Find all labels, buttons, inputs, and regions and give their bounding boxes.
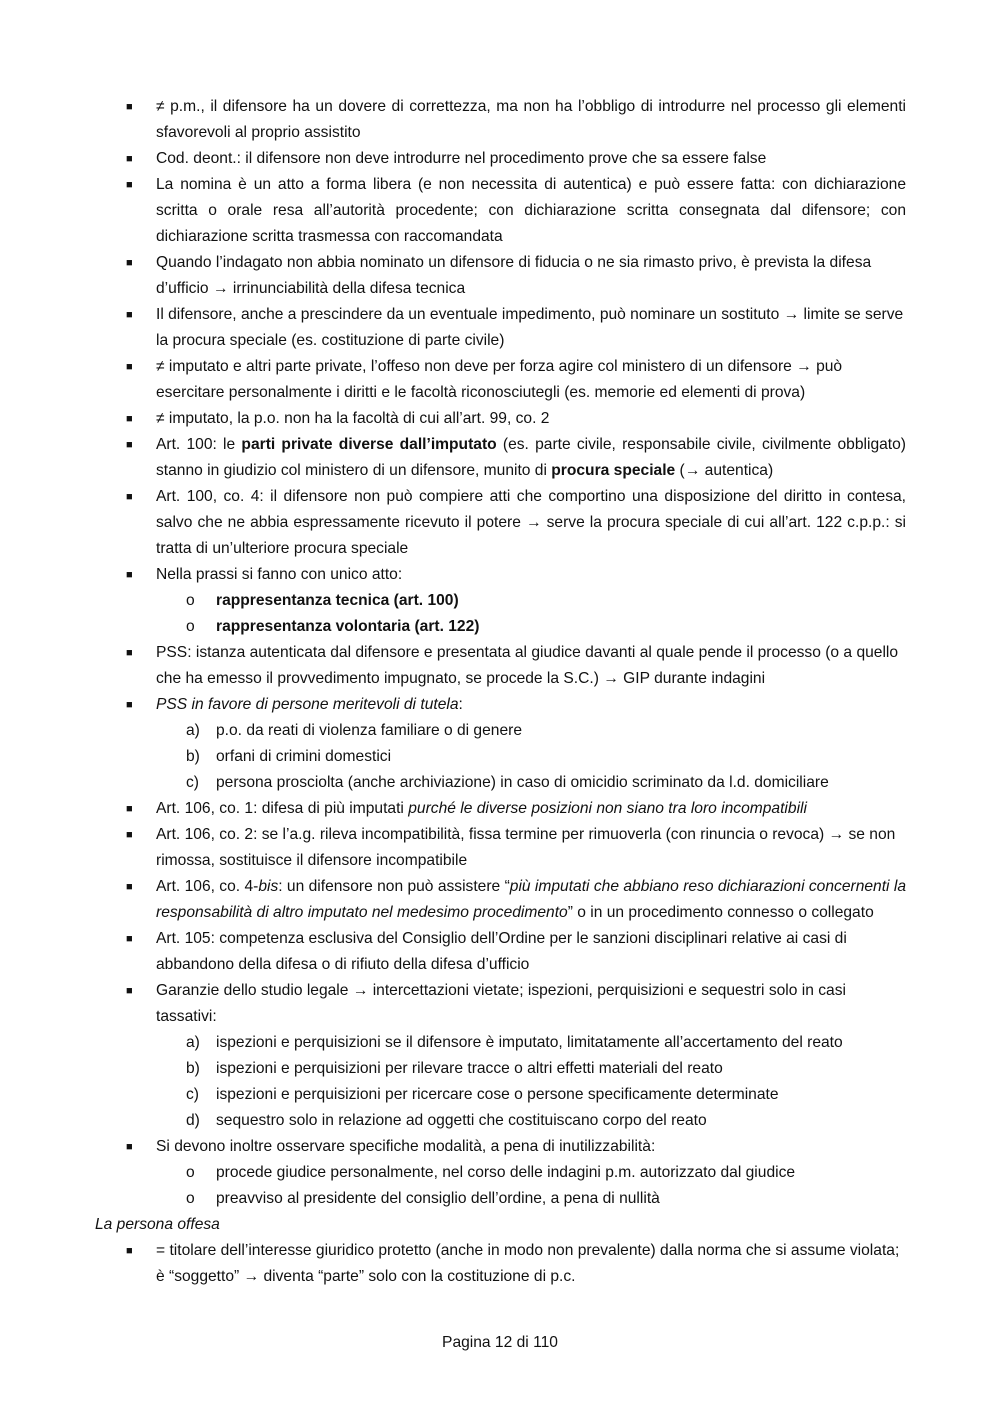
bullet-icon: ■ <box>126 1141 133 1153</box>
bullet-list <box>95 94 906 1212</box>
circle-bullet-icon: o <box>186 592 195 609</box>
list-item: ■ Art. 106, co. 2: se l’a.g. rileva incompatibilità, fissa termine per rimuoverla (con rinuncia o revoca) → se non rimossa, sostituisce il difensore incompatibile <box>95 822 906 874</box>
page-footer: Pagina 12 di 110 <box>442 1334 558 1351</box>
bullet-icon: ■ <box>126 309 133 321</box>
sub-list <box>156 718 906 796</box>
bullet-icon: ■ <box>126 803 133 815</box>
bullet-icon: ■ <box>126 829 133 841</box>
sub-list-item: o procede giudice personalmente, nel corso delle indagini p.m. autorizzato dal giudice <box>95 1160 906 1186</box>
bullet-icon: ■ <box>126 569 133 581</box>
bullet-icon: ■ <box>126 647 133 659</box>
list-item-prassi: ■ Nella prassi si fanno con unico atto: o rappresentanza tecnica (art. 100) o rappresentanza volontaria (art. 122) <box>95 562 906 640</box>
list-item: ■ Art. 100, co. 4: il difensore non può compiere atti che comportino una disposizione del diritto in contesa, salvo che ne abbia espressamente ricevuto il potere → serve la procura speciale di cui all’art. 122 c.p.p.: si tratta di un’ulteriore procura speciale <box>95 484 906 562</box>
list-item: ■ Il difensore, anche a prescindere da un eventuale impedimento, può nominare un sostituto → limite se serve la procura speciale (es. costituzione di parte civile) <box>95 302 906 354</box>
list-item-art100: ■ Art. 100: le parti private diverse dall’imputato (es. parte civile, responsabile civile, civilmente obbligato) stanno in giudizio col ministero di un difensore, munito di procura speciale (→ autentica) <box>95 432 906 484</box>
bullet-icon: ■ <box>126 881 133 893</box>
sub-list-item: a) ispezioni e perquisizioni se il difensore è imputato, limitatamente all’accertamento del reato <box>186 1034 843 1051</box>
sub-list-item: b) ispezioni e perquisizioni per rilevare tracce o altri effetti materiali del reato <box>186 1060 723 1077</box>
bullet-icon: ■ <box>126 933 133 945</box>
list-item-pss-favore: ■ PSS in favore di persone meritevoli di tutela: a) p.o. da reati di violenza familiare o di genere b) orfani di crimini domestici c) persona prosciolta (anche archiviazione) in caso di omicidio scriminato da l.d. domiciliare <box>95 692 906 796</box>
list-item-garanzie: ■ Garanzie dello studio legale → intercettazioni vietate; ispezioni, perquisizioni e sequestri solo in casi tassativi: a) ispezioni e perquisizioni se il difensore è imputato, limitatamente all’accertamento del reato b) ispezioni e perquisizioni per rilevare tracce o altri effetti materiali del reato c) ispezioni e perquisizioni per ricercare cose o persone specificamente determinate d) sequestro solo in relazione ad oggetti che costituiscano corpo del reato <box>95 978 906 1134</box>
list-item: ■ PSS: istanza autenticata dal difensore e presentata al giudice davanti al quale pende il processo (o a quello che ha emesso il provvedimento impugnato, se procede la S.C.) → GIP durante indagini <box>95 640 906 692</box>
list-item: ■ = titolare dell’interesse giuridico protetto (anche in modo non prevalente) dalla norma che si assume violata; è “soggetto” → diventa “parte” solo con la costituzione di p.c. <box>95 1238 906 1290</box>
bullet-icon: ■ <box>126 101 133 113</box>
list-item-art106-co4: ■ Art. 106, co. 4-bis: un difensore non può assistere “più imputati che abbiano reso dichiarazioni concernenti la responsabilità di altro imputato nel medesimo procedimento” o in un procedimento connesso o collegato <box>95 874 906 926</box>
sub-list <box>156 588 906 640</box>
sub-list-item: a) p.o. da reati di violenza familiare o di genere <box>186 722 522 739</box>
bullet-icon: ■ <box>126 1245 133 1257</box>
bullet-icon: ■ <box>126 439 133 451</box>
list-item: ■ ≠ imputato, la p.o. non ha la facoltà di cui all’art. 99, co. 2 <box>95 406 906 432</box>
bullet-icon: ■ <box>126 257 133 269</box>
bullet-icon: ■ <box>126 699 133 711</box>
sub-list-item: o rappresentanza tecnica (art. 100) <box>95 588 906 614</box>
sub-list-item: c) persona prosciolta (anche archiviazione) in caso di omicidio scriminato da l.d. domiciliare <box>186 774 829 791</box>
list-item-art106-co1: ■ Art. 106, co. 1: difesa di più imputati purché le diverse posizioni non siano tra loro incompatibili <box>95 796 906 822</box>
bullet-icon: ■ <box>126 491 133 503</box>
bullet-icon: ■ <box>126 361 133 373</box>
sub-list-item: c) ispezioni e perquisizioni per ricercare cose o persone specificamente determinate <box>186 1086 779 1103</box>
circle-bullet-icon: o <box>186 618 195 635</box>
list-item: ■ ≠ p.m., il difensore ha un dovere di correttezza, ma non ha l’obbligo di introdurre nel processo gli elementi sfavorevoli al proprio assistito <box>95 94 906 146</box>
list-item: ■ La nomina è un atto a forma libera (e non necessita di autentica) e può essere fatta: con dichiarazione scritta o orale resa all’autorità procedente; con dichiarazione scritta consegnata dal difensore; con dichiarazione scritta trasmessa con raccomandata <box>95 172 906 250</box>
sub-list-item: d) sequestro solo in relazione ad oggetti che costituiscano corpo del reato <box>186 1112 707 1129</box>
section-heading: La persona offesa <box>95 1216 220 1233</box>
bullet-icon: ■ <box>126 985 133 997</box>
list-item: ■ ≠ imputato e altri parte private, l’offeso non deve per forza agire col ministero di un difensore → può esercitare personalmente i diritti e le facoltà riconosciutegli (es. memorie ed elementi di prova) <box>95 354 906 406</box>
page-content <box>95 94 906 1290</box>
bullet-list <box>95 1238 906 1290</box>
bullet-icon: ■ <box>126 413 133 425</box>
circle-bullet-icon: o <box>186 1164 195 1181</box>
list-item: ■ Art. 105: competenza esclusiva del Consiglio dell’Ordine per le sanzioni disciplinari relative ai casi di abbandono della difesa o di rifiuto della difesa d’ufficio <box>95 926 906 978</box>
bullet-icon: ■ <box>126 153 133 165</box>
list-item: ■ Quando l’indagato non abbia nominato un difensore di fiducia o ne sia rimasto privo, è prevista la difesa d’ufficio → irrinunciabilità della difesa tecnica <box>95 250 906 302</box>
bullet-icon: ■ <box>126 179 133 191</box>
circle-bullet-icon: o <box>186 1190 195 1207</box>
list-item-modalita: ■ Si devono inoltre osservare specifiche modalità, a pena di inutilizzabilità: o procede giudice personalmente, nel corso delle indagini p.m. autorizzato dal giudice o preavviso al presidente del consiglio dell’ordine, a pena di nullità <box>95 1134 906 1212</box>
sub-list-item: b) orfani di crimini domestici <box>186 748 392 765</box>
sub-list-item: o rappresentanza volontaria (art. 122) <box>95 614 906 640</box>
list-item: ■ Cod. deont.: il difensore non deve introdurre nel procedimento prove che sa essere false <box>95 146 906 172</box>
sub-list <box>156 1160 906 1212</box>
sub-list <box>156 1030 906 1134</box>
sub-list-item: o preavviso al presidente del consiglio dell’ordine, a pena di nullità <box>95 1186 906 1212</box>
